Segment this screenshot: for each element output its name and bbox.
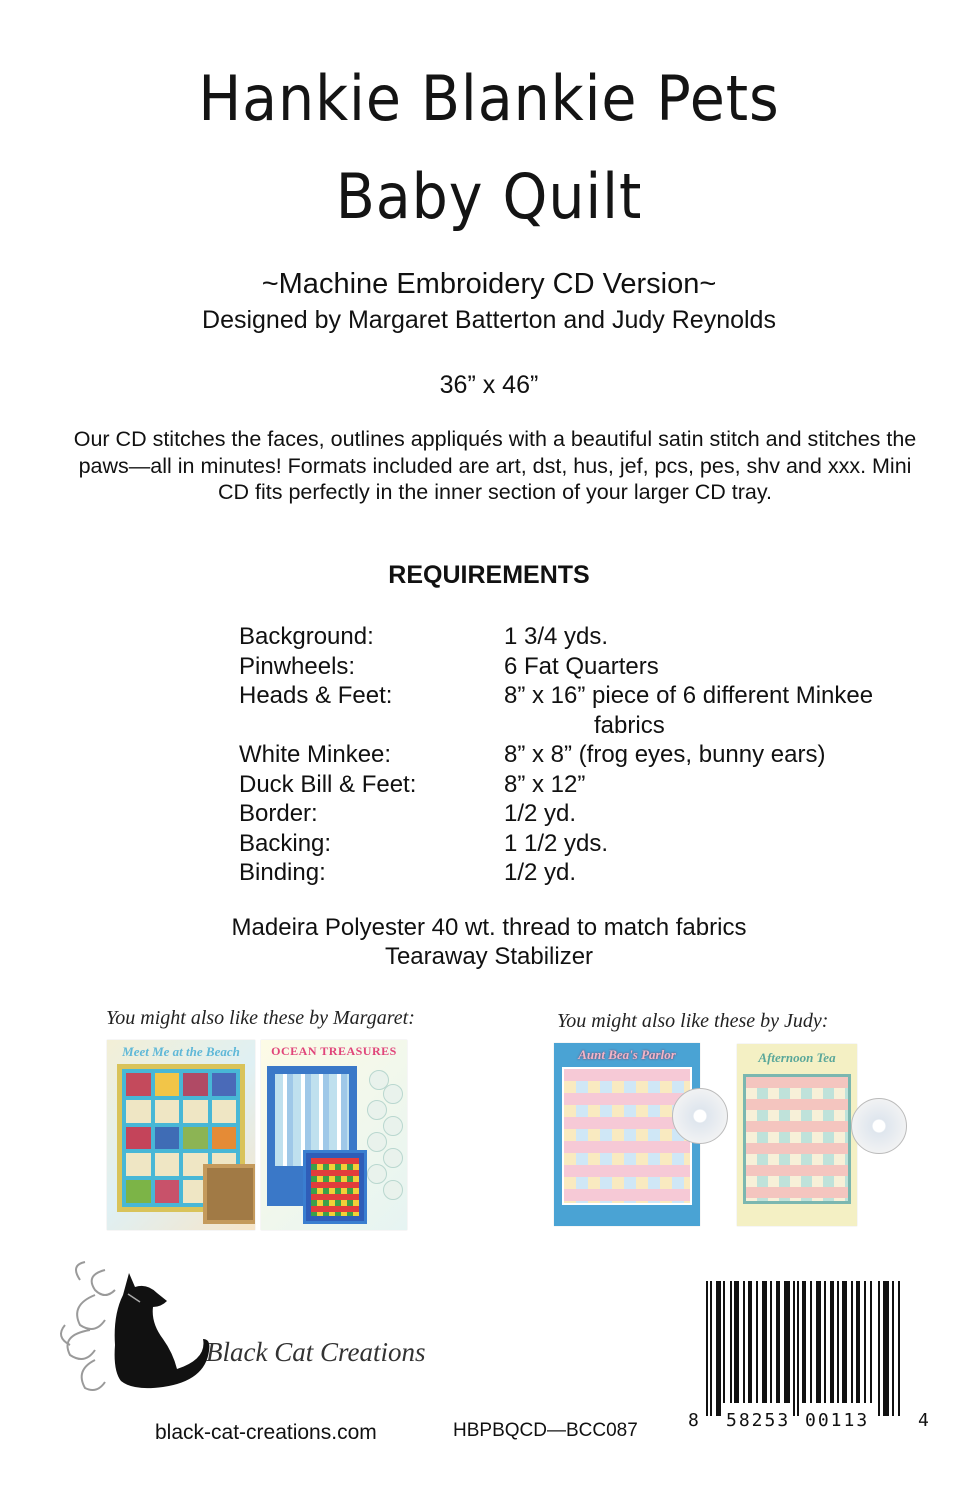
- quilt-image: [743, 1074, 851, 1204]
- margaret-recommendations-heading: You might also like these by Margaret:: [106, 1007, 415, 1029]
- requirement-label: Background:: [239, 623, 374, 650]
- black-cat-logo: [50, 1250, 250, 1410]
- requirement-value-continued: fabrics: [594, 711, 665, 739]
- designers-credit: Designed by Margaret Batterton and Judy Reynolds: [202, 306, 776, 334]
- supplies-notes: [0, 913, 978, 971]
- barcode-check-digit: 4: [918, 1410, 929, 1431]
- requirement-row: [239, 799, 939, 829]
- cover-title: Aunt Bea's Parlor: [578, 1047, 676, 1062]
- cd-afternoon-tea: [851, 1098, 907, 1154]
- requirements-heading: REQUIREMENTS: [388, 561, 590, 589]
- quilt-image: [562, 1067, 692, 1205]
- stabilizer-note: Tearaway Stabilizer: [384, 943, 594, 970]
- upc-barcode: [706, 1281, 924, 1411]
- requirement-label: Binding:: [239, 859, 326, 886]
- requirement-row: [239, 652, 939, 682]
- requirement-row: [239, 770, 939, 800]
- brand-name: Black Cat Creations: [206, 1337, 426, 1367]
- requirements-list: [239, 622, 939, 888]
- requirement-value-group: [504, 681, 939, 740]
- website-link[interactable]: black-cat-creations.com: [155, 1421, 377, 1444]
- pillow-image: [203, 1164, 255, 1224]
- requirement-value: 1/2 yd.: [504, 859, 577, 886]
- requirement-label: Heads & Feet:: [239, 682, 393, 709]
- requirement-value: 8” x 16” piece of 6 different Minkee: [504, 682, 874, 709]
- requirement-label: Border:: [239, 800, 318, 827]
- requirement-label: Backing:: [239, 829, 332, 857]
- cd-aunt-beas-parlor: [672, 1088, 728, 1144]
- barcode-left-group: 58253: [726, 1410, 791, 1431]
- cover-meet-me-at-the-beach[interactable]: [107, 1040, 255, 1230]
- product-description: Our CD stitches the faces, outlines appliqués with a beautiful satin stitch and stitches the paws—all in minutes! Formats included are art, dst, hus, jef, pcs, pes, shv and xxx. Mini CD fits perfectly in the inner section of your larger CD tray.: [73, 427, 917, 504]
- barcode-icon: [706, 1281, 924, 1416]
- requirement-row: [239, 681, 939, 740]
- requirement-label: Pinwheels:: [239, 652, 356, 680]
- requirement-value: 1 3/4 yds.: [504, 623, 609, 650]
- requirement-row: [239, 740, 939, 770]
- thread-note: Madeira Polyester 40 wt. thread to match fabrics: [231, 914, 747, 941]
- cover-title: OCEAN TREASURES: [271, 1044, 397, 1058]
- inner-quilt-image: [303, 1150, 367, 1224]
- pattern-title-line2: Baby Quilt: [335, 160, 643, 233]
- cover-title: Meet Me at the Beach: [122, 1044, 240, 1059]
- pattern-title-line1: Hankie Blankie Pets: [198, 62, 780, 135]
- cover-afternoon-tea[interactable]: [737, 1044, 857, 1226]
- embroidery-circles: [365, 1070, 403, 1220]
- requirement-row: [239, 829, 939, 859]
- cover-title: Afternoon Tea: [758, 1050, 836, 1065]
- requirement-value: 8” x 8” (frog eyes, bunny ears): [504, 741, 826, 768]
- requirement-label: Duck Bill & Feet:: [239, 770, 417, 798]
- judy-recommendations-heading: You might also like these by Judy:: [557, 1010, 829, 1032]
- requirement-label: White Minkee:: [239, 741, 392, 768]
- quilt-size: 36” x 46”: [439, 371, 539, 399]
- barcode-first-digit: 8: [688, 1410, 699, 1431]
- cover-ocean-treasures[interactable]: [261, 1040, 407, 1230]
- requirement-value: 1/2 yd.: [504, 800, 577, 827]
- requirement-value: 1 1/2 yds.: [504, 829, 609, 857]
- requirement-value: 8” x 12”: [504, 770, 586, 798]
- requirement-value: 6 Fat Quarters: [504, 652, 659, 680]
- cat-silhouette-icon: [50, 1250, 250, 1410]
- requirement-row: [239, 622, 939, 652]
- version-subtitle: ~Machine Embroidery CD Version~: [261, 268, 717, 300]
- product-sku: HBPBQCD—BCC087: [453, 1420, 638, 1441]
- barcode-right-group: 00113: [805, 1410, 870, 1431]
- requirement-row: [239, 858, 939, 888]
